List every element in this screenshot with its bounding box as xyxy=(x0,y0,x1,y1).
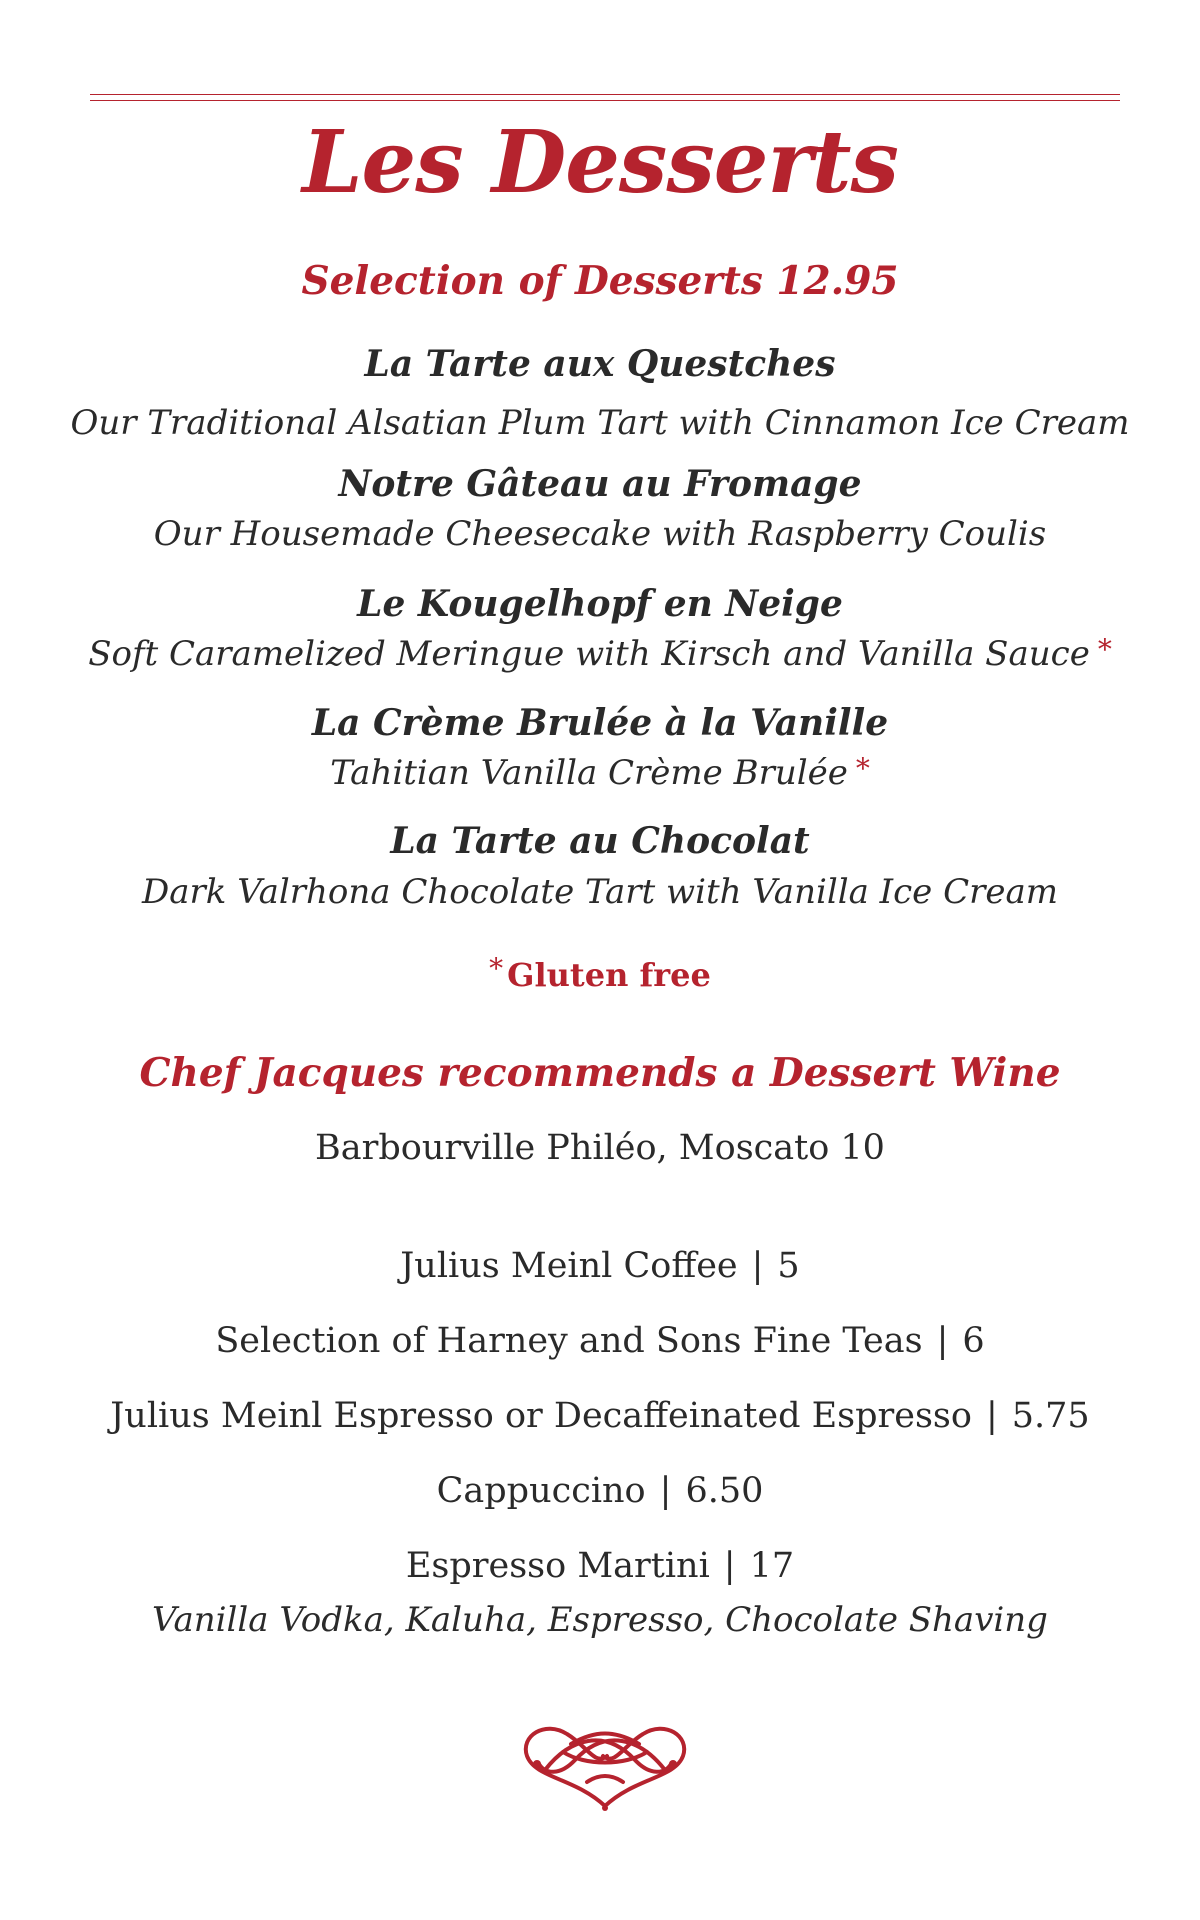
beverage-item xyxy=(0,1396,1200,1436)
flourish-ornament-icon xyxy=(515,1708,695,1818)
dessert-item-description: Our Housemade Cheesecake with Raspberry Coulis xyxy=(153,514,1047,554)
wine-section-title: Chef Jacques recommends a Dessert Wine xyxy=(139,1050,1061,1096)
gluten-free-asterisk: * xyxy=(489,952,504,985)
dessert-item-name: La Crème Brulée à la Vanille xyxy=(311,702,889,744)
price-separator: | xyxy=(936,1321,949,1361)
beverage-price: 5.75 xyxy=(1011,1396,1090,1436)
beverage-item xyxy=(0,1471,1200,1511)
dessert-item-description: Our Traditional Alsatian Plum Tart with Cinnamon Ice Cream xyxy=(70,403,1130,443)
gluten-free-note xyxy=(0,952,1200,994)
beverage-name: Selection of Harney and Sons Fine Teas xyxy=(215,1321,923,1361)
dessert-item-name: La Tarte aux Questches xyxy=(364,343,836,385)
beverage-name: Julius Meinl Coffee xyxy=(400,1246,738,1286)
price-separator: | xyxy=(751,1246,764,1286)
dessert-item-description: Tahitian Vanilla Crème Brulée xyxy=(330,753,848,793)
gluten-free-asterisk: * xyxy=(855,752,870,785)
price-separator: | xyxy=(723,1546,736,1586)
beverage-name: Julius Meinl Espresso or Decaffeinated Espresso xyxy=(110,1396,972,1436)
top-divider-line xyxy=(90,94,1120,95)
gluten-free-asterisk: * xyxy=(1097,633,1112,666)
beverage-price: 17 xyxy=(749,1546,795,1586)
price-separator: | xyxy=(659,1471,672,1511)
beverage-item xyxy=(0,1246,1200,1286)
beverage-item xyxy=(0,1321,1200,1361)
page-title: Les Desserts xyxy=(302,112,898,213)
beverage-price: 5 xyxy=(777,1246,800,1286)
dessert-item-description-row xyxy=(0,752,1200,793)
dessert-item-name: Le Kougelhopf en Neige xyxy=(357,583,843,625)
dessert-item-name: La Tarte au Chocolat xyxy=(390,820,810,862)
gluten-free-label: Gluten free xyxy=(507,956,711,994)
price-separator: | xyxy=(985,1396,998,1436)
beverage-price: 6 xyxy=(962,1321,985,1361)
desserts-section-title: Selection of Desserts 12.95 xyxy=(301,258,899,304)
top-divider-line-second xyxy=(90,100,1120,101)
dessert-item-description: Soft Caramelized Meringue with Kirsch and Vanilla Sauce xyxy=(88,634,1090,674)
dessert-item-name: Notre Gâteau au Fromage xyxy=(338,463,862,505)
martini-description: Vanilla Vodka, Kaluha, Espresso, Chocolate Shaving xyxy=(152,1600,1048,1640)
wine-recommendation: Barbourville Philéo, Moscato 10 xyxy=(315,1128,885,1168)
dessert-item-description: Dark Valrhona Chocolate Tart with Vanilla Ice Cream xyxy=(142,872,1058,912)
dessert-item-description-row xyxy=(0,633,1200,674)
beverage-price: 6.50 xyxy=(685,1471,764,1511)
beverage-name: Espresso Martini xyxy=(405,1546,710,1586)
beverage-name: Cappuccino xyxy=(436,1471,646,1511)
beverage-item xyxy=(0,1546,1200,1586)
